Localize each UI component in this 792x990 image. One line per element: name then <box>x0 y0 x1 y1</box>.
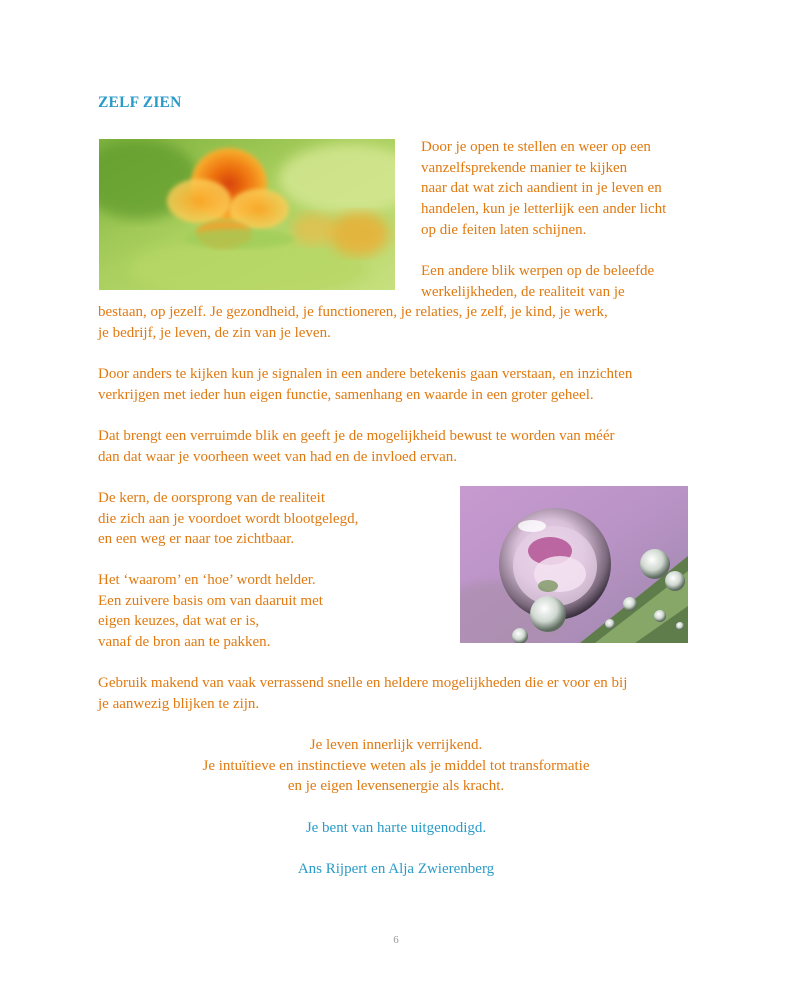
page-number: 6 <box>393 934 399 946</box>
flower-photo <box>99 139 395 290</box>
intro-paragraph: Door je open te stellen en weer op een vanzelfsprekende manier te kijken naar dat wat zich aandient in je leven en handelen, kun je letterlijk een ander licht op die feiten laten schijnen. <box>421 139 667 238</box>
paragraph-2-right: Een andere blik werpen op de beleefde werkelijkheden, de realiteit van je <box>421 263 655 300</box>
authors-text: Ans Rijpert en Alja Zwierenberg <box>297 861 495 877</box>
droplet-photo <box>460 486 688 643</box>
page-title: ZELF ZIEN <box>98 94 182 111</box>
paragraph-3: Door anders te kijken kun je signalen in een andere betekenis gaan verstaan, en inzichten verkrijgen met ieder hun eigen functie, samenhang en waarde in een groter geheel. <box>98 366 633 403</box>
paragraph-5: De kern, de oorsprong van de realiteit die zich aan je voordoet wordt blootgelegd, en een weg er naar toe zichtbaar. <box>98 490 359 548</box>
paragraph-6: Het ‘waarom’ en ‘hoe’ wordt helder. Een zuivere basis om van daaruit met eigen keuzes, dat wat er is, vanaf de bron aan te pakken. <box>98 572 323 651</box>
closing-paragraph: Je leven innerlijk verrijkend. Je intuïtieve en instinctieve weten als je middel tot transformatie en je eigen levensenergie als kracht. <box>202 737 590 795</box>
invitation-text: Je bent van harte uitgenodigd. <box>305 820 487 836</box>
paragraph-2-full: bestaan, op jezelf. Je gezondheid, je functioneren, je relaties, je zelf, je kind, je werk, je bedrijf, je leven, de zin van je leven. <box>98 304 608 341</box>
paragraph-7: Gebruik makend van vaak verrassend snelle en heldere mogelijkheden die er voor en bij je aanwezig blijken te zijn. <box>98 675 628 712</box>
paragraph-4: Dat brengt een verruimde blik en geeft je de mogelijkheid bewust te worden van méér dan dat waar je voorheen weet van had en de invloed ervan. <box>98 428 615 465</box>
